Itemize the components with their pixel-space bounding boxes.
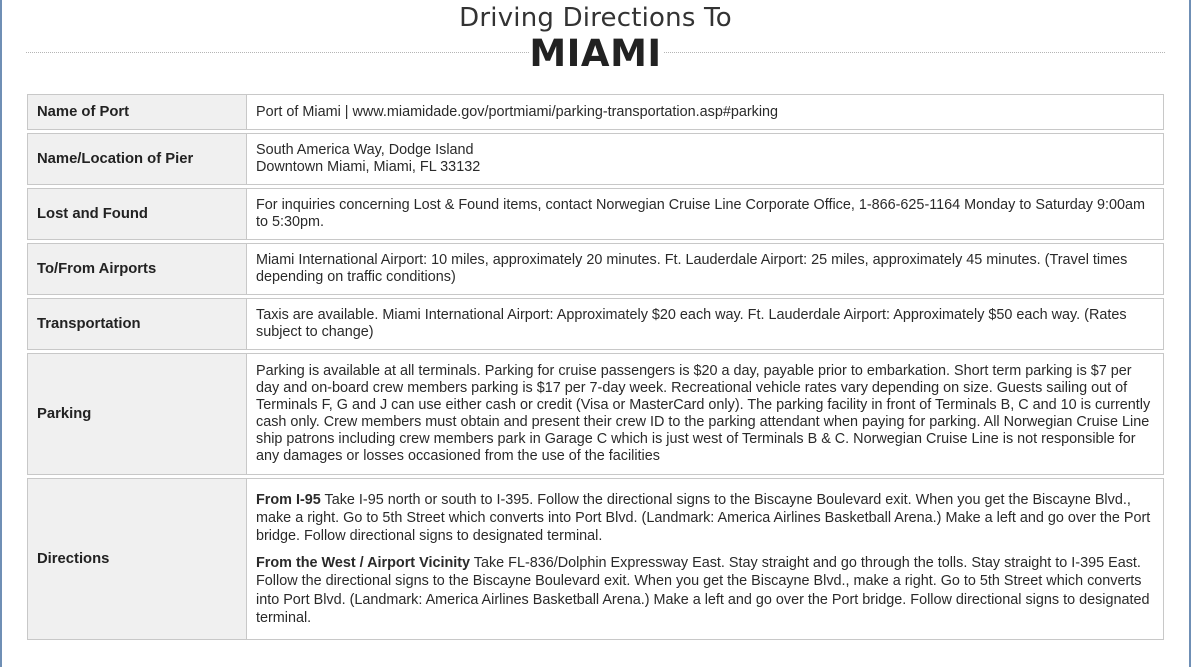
row-label: Transportation xyxy=(27,298,247,350)
directions-from-west xyxy=(256,554,1153,628)
row-label: Lost and Found xyxy=(27,188,247,240)
table-row-parking xyxy=(27,353,1164,475)
row-value-airports: Miami International Airport: 10 miles, approximately 20 minutes. Ft. Lauderdale Airport: 25 miles, approximately 45 minutes. (Travel times depending on traffic conditions) xyxy=(247,243,1164,295)
table-row-port xyxy=(27,94,1164,130)
row-value-transportation: Taxis are available. Miami International Airport: Approximately $20 each way. Ft. Lauderdale Airport: Approximately $50 each way. (Rates subject to change) xyxy=(247,298,1164,350)
table-row-pier xyxy=(27,133,1164,185)
window-frame-left xyxy=(0,0,2,667)
port-info-table xyxy=(27,91,1164,643)
directions-i95-heading: From I-95 xyxy=(256,491,321,508)
row-value-lost-found: For inquiries concerning Lost & Found items, contact Norwegian Cruise Line Corporate Office, 1-866-625-1164 Monday to Saturday 9:00am to 5:30pm. xyxy=(247,188,1164,240)
port-value[interactable]: Port of Miami | www.miamidade.gov/portmiami/parking-transportation.asp#parking xyxy=(256,103,779,120)
row-label: Directions xyxy=(27,478,247,640)
table-row-transportation xyxy=(27,298,1164,350)
page-title: MIAMI xyxy=(529,32,662,75)
row-value-port xyxy=(247,94,1164,130)
directions-i95-text: Take I-95 north or south to I-395. Follow the directional signs to the Biscayne Boulevard exit. When you get the Biscayne Blvd., make a right. Go to 5th Street which converts into Port Blvd. (Landmark: America Airlines Basketball Arena.) Make a left and go over the Port bridge. Follow directional signs to designated terminal. xyxy=(256,491,1151,545)
page-header xyxy=(26,0,1165,80)
pier-address-line-1: South America Way, Dodge Island xyxy=(256,142,474,158)
table-row-lost-found xyxy=(27,188,1164,240)
row-label: Name of Port xyxy=(27,94,247,130)
directions-from-i95 xyxy=(256,491,1153,546)
row-label: Name/Location of Pier xyxy=(27,133,247,185)
row-value-parking: Parking is available at all terminals. Parking for cruise passengers is $20 a day, payable prior to embarkation. Short term parking is $7 per day and on-board crew members parking is $17 per 7-day week. Recreational vehicle rates vary depending on size. Guests sailing out of Terminals F, G and J can use either cash or credit (Visa or MasterCard only). The parking facility in front of Terminals B, C and 10 is currently cash only. Crew members must obtain and present their crew ID to the parking attendant when paying for parking. All Norwegian Cruise Line ship patrons including crew members park in Garage C which is just west of Terminals B & C. Norwegian Cruise Line is not responsible for any damages or losses occasioned from the use of the facilities xyxy=(247,353,1164,475)
row-value-pier xyxy=(247,133,1164,185)
page-subtitle: Driving Directions To xyxy=(459,3,732,33)
table-row-airports xyxy=(27,243,1164,295)
table-row-directions xyxy=(27,478,1164,640)
directions-west-heading: From the West / Airport Vicinity xyxy=(256,554,471,571)
row-label: To/From Airports xyxy=(27,243,247,295)
row-label: Parking xyxy=(27,353,247,475)
pier-address-line-2: Downtown Miami, Miami, FL 33132 xyxy=(256,159,481,175)
row-value-directions xyxy=(247,478,1164,640)
directions-west-text: Take FL-836/Dolphin Expressway East. Stay straight and go through the tolls. Stay straight to I-395 East. Follow the directional signs to the Biscayne Boulevard exit. When you get the Biscayne Blvd., make a right. Go to 5th Street which converts into Port Blvd. (Landmark: America Airlines Basketball Arena.) Make a left and go over the Port bridge. Follow directional signs to designated terminal. xyxy=(256,554,1150,627)
